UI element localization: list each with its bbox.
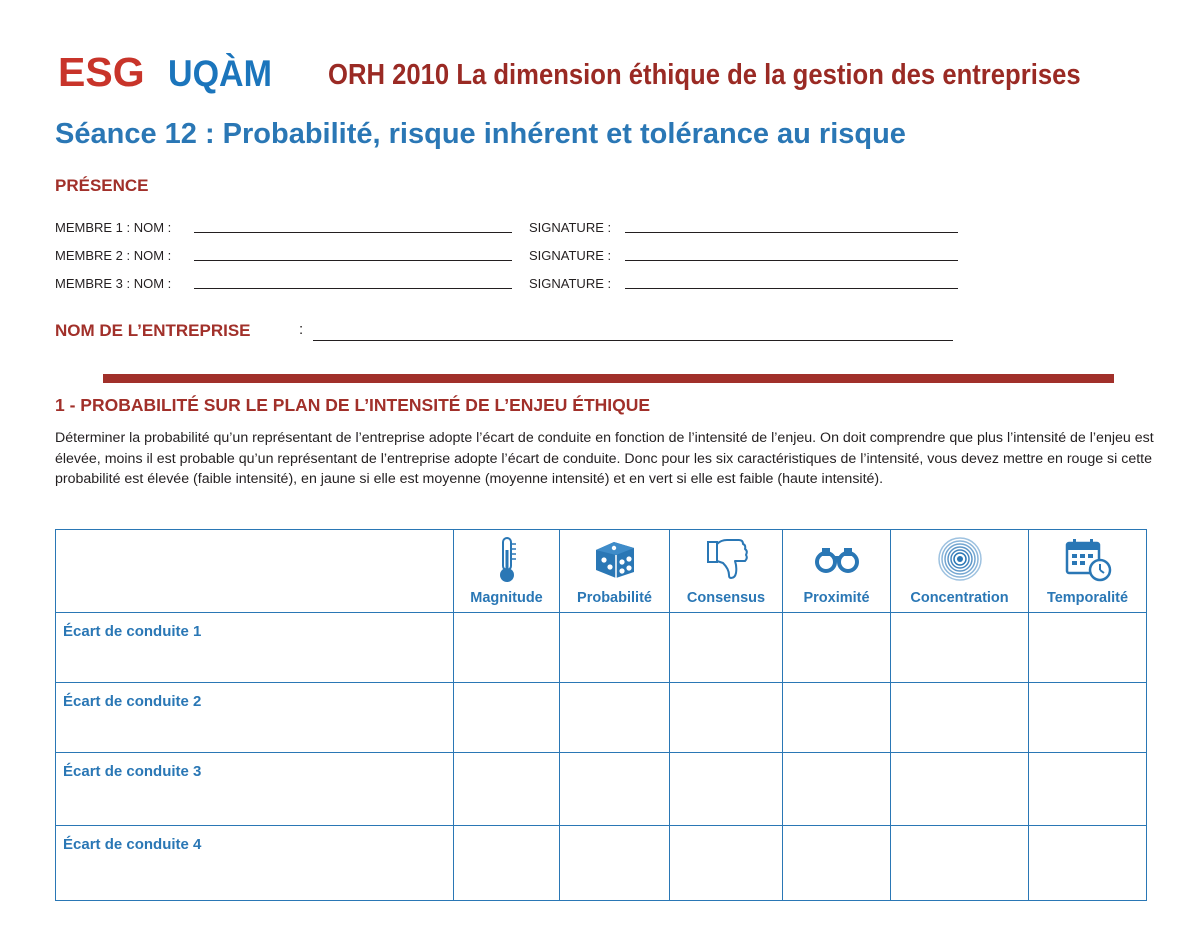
binoculars-icon	[783, 536, 890, 586]
rating-cell[interactable]	[1029, 683, 1147, 753]
rating-cell[interactable]	[891, 613, 1029, 683]
uqam-logo: UQÀM	[168, 53, 273, 94]
rating-cell[interactable]	[670, 613, 783, 683]
calendar-clock-icon	[1029, 536, 1146, 586]
rating-cell[interactable]	[454, 826, 560, 901]
rating-cell[interactable]	[560, 613, 670, 683]
instructions-text: Déterminer la probabilité qu’un représentant de l’entreprise adopte l’écart de conduite en fonction de l’intensité de l’enjeu. On doit comprendre que plus l’intensité de l’enjeu est élevée, moins il est probable qu’un représentant de l’entreprise adopte l’écart de conduite. Donc pour les six caractéristiques de l’intensité, vous devez mettre en rouge si cette probabilité est élevée (faible intensité), en jaune si elle est moyenne (moyenne intensité) et en vert si elle est faible (haute intensité).	[55, 430, 1154, 487]
signature-field[interactable]	[625, 288, 958, 289]
rating-cell[interactable]	[670, 683, 783, 753]
row-label: Écart de conduite 4	[56, 826, 454, 901]
row-label: Écart de conduite 1	[56, 613, 454, 683]
signature-label: SIGNATURE :	[529, 220, 612, 235]
rating-cell[interactable]	[560, 683, 670, 753]
member-name-label: MEMBRE 3 : NOM :	[55, 276, 172, 291]
company-label: NOM DE L’ENTREPRISE	[55, 321, 251, 340]
column-header-proximite	[783, 530, 891, 613]
concentric-circles-icon	[891, 536, 1028, 586]
member-row-2	[55, 247, 965, 265]
table-corner-cell	[56, 530, 454, 613]
rating-cell[interactable]	[891, 826, 1029, 901]
column-label: Proximité	[803, 590, 870, 606]
rating-cell[interactable]	[891, 753, 1029, 826]
company-name-field[interactable]	[313, 340, 953, 341]
signature-label: SIGNATURE :	[529, 276, 612, 291]
signature-label: SIGNATURE :	[529, 248, 612, 263]
member-row-1	[55, 219, 965, 237]
rating-cell[interactable]	[1029, 613, 1147, 683]
rating-cell[interactable]	[454, 613, 560, 683]
rating-cell[interactable]	[783, 683, 891, 753]
rating-cell[interactable]	[783, 753, 891, 826]
column-label: Concentration	[910, 590, 1009, 606]
column-label: Consensus	[686, 590, 766, 606]
company-colon: :	[299, 321, 304, 338]
rating-cell[interactable]	[670, 753, 783, 826]
dice-icon	[560, 536, 669, 586]
section-divider	[103, 374, 1114, 383]
column-header-probabilite	[560, 530, 670, 613]
esg-logo: ESG	[58, 49, 145, 95]
signature-field[interactable]	[625, 260, 958, 261]
column-header-concentration	[891, 530, 1029, 613]
rating-cell[interactable]	[783, 826, 891, 901]
member-row-3	[55, 275, 965, 293]
member-name-label: MEMBRE 2 : NOM :	[55, 248, 172, 263]
table-row	[56, 683, 1147, 753]
member-name-label: MEMBRE 1 : NOM :	[55, 220, 172, 235]
column-header-temporalite	[1029, 530, 1147, 613]
column-label: Probabilité	[577, 590, 652, 606]
member-name-field[interactable]	[194, 288, 512, 289]
rating-cell[interactable]	[1029, 753, 1147, 826]
signature-field[interactable]	[625, 232, 958, 233]
company-row	[55, 320, 965, 344]
rating-cell[interactable]	[454, 753, 560, 826]
column-label: Temporalité	[1046, 590, 1129, 606]
rating-cell[interactable]	[670, 826, 783, 901]
rating-cell[interactable]	[454, 683, 560, 753]
rating-cell[interactable]	[560, 826, 670, 901]
presence-heading: PRÉSENCE	[55, 176, 149, 195]
member-name-field[interactable]	[194, 232, 512, 233]
column-header-consensus	[670, 530, 783, 613]
intensity-table	[55, 529, 1147, 901]
row-label: Écart de conduite 2	[56, 683, 454, 753]
course-title: ORH 2010 La dimension éthique de la gestion des entreprises	[328, 59, 1081, 91]
section-heading: 1 - PROBABILITÉ SUR LE PLAN DE L’INTENSITÉ DE L’ENJEU ÉTHIQUE	[55, 395, 651, 415]
table-row	[56, 613, 1147, 683]
thermometer-icon	[454, 536, 559, 586]
rating-cell[interactable]	[891, 683, 1029, 753]
table-row	[56, 826, 1147, 901]
column-header-magnitude	[454, 530, 560, 613]
rating-cell[interactable]	[783, 613, 891, 683]
row-label: Écart de conduite 3	[56, 753, 454, 826]
column-label: Magnitude	[470, 590, 543, 606]
table-header-row	[56, 530, 1147, 613]
member-name-field[interactable]	[194, 260, 512, 261]
table-row	[56, 753, 1147, 826]
rating-cell[interactable]	[1029, 826, 1147, 901]
session-title: Séance 12 : Probabilité, risque inhérent et tolérance au risque	[55, 118, 906, 150]
rating-cell[interactable]	[560, 753, 670, 826]
thumbs-down-icon	[670, 536, 782, 586]
